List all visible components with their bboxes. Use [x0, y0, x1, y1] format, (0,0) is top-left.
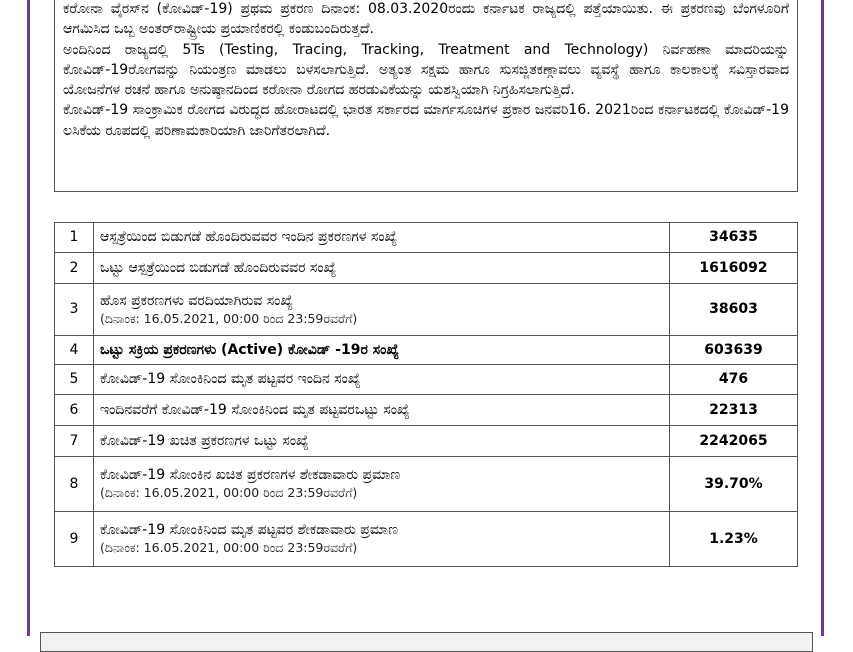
row-index: 1 [55, 223, 94, 253]
row-description-text: ಹೊಸ ಪ್ರಕರಣಗಳು ವರದಿಯಾಗಿರುವ ಸಂಖ್ಯೆ [100, 292, 294, 309]
row-description [94, 253, 670, 284]
row-index: 6 [55, 395, 94, 426]
row-value: 22313 [670, 395, 798, 426]
intro-paragraph: ಅಂದಿನಿಂದ ರಾಜ್ಯದಲ್ಲಿ 5Ts (Testing, Tracing, Tracking, Treatment and Technology) ನಿರ್ವಹಣಾ ಮಾದರಿಯನ್ನು ಕೋವಿಡ್‌-19ರೋಗವನ್ನು ನಿಯಂತ್ರಣ ಮಾಡಲು ಬಳಸಲಾಗುತ್ತಿದೆ. ಅತ್ಯಂತ ಸಕ್ಷಮ ಹಾಗೂ ಸುಸಜ್ಜಿತಕಣ್ಗಾವಲು ವ್ಯವಸ್ಥೆ ಹಾಗೂ ಕಾಲಕಾಲಕ್ಕೆ ಸವಿಸ್ತಾರವಾದ ಯೋಜನೆಗಳ ರಚನೆ ಹಾಗೂ ಅನುಷ್ಠಾನದಿಂದ ಕರೋನಾ ರೋಗದ ಹರಡುವಿಕೆಯನ್ನು ಯಶಸ್ವಿಯಾಗಿ ನಿಗ್ರಹಿಸಲಾಗುತ್ತಿದೆ. [63, 41, 789, 99]
row-description-text: ಒಟ್ಟು ಸಕ್ರಿಯ ಪ್ರಕರಣಗಳು (Active) ಕೋವಿಡ್‌ -19ರ ಸಂಖ್ಯೆ [100, 341, 400, 358]
row-date-range: (ದಿನಾಂಕ: 16.05.2021, 00:00 ರಿಂದ 23:59ರವರೆಗೆ) [100, 485, 358, 500]
table-row [55, 336, 798, 365]
row-index: 2 [55, 253, 94, 284]
intro-text-box [54, 0, 798, 192]
row-description [94, 284, 670, 336]
table-row [55, 457, 798, 512]
table-row [55, 223, 798, 253]
row-description [94, 365, 670, 395]
row-value: 38603 [670, 284, 798, 336]
row-value: 1616092 [670, 253, 798, 284]
row-description [94, 457, 670, 512]
next-table-edge [40, 632, 813, 652]
row-index: 5 [55, 365, 94, 395]
row-value: 2242065 [670, 426, 798, 457]
row-date-range: (ದಿನಾಂಕ: 16.05.2021, 00:00 ರಿಂದ 23:59ರವರೆಗೆ) [100, 310, 358, 326]
table-row [55, 253, 798, 284]
row-value: 34635 [670, 223, 798, 253]
row-description [94, 512, 670, 567]
row-description-text: ಇಂದಿನವರೆಗೆ ಕೋವಿಡ್‌-19 ಸೋಂಕಿನಿಂದ ಮೃತ ಪಟ್ಟವರಒಟ್ಟು ಸಂಖ್ಯೆ [100, 401, 410, 418]
row-description-text: ಆಸ್ಪತ್ರೆಯಿಂದ ಬಿಡುಗಡೆ ಹೊಂದಿರುವವರ ಇಂದಿನ ಪ್ರಕರಣಗಳ ಸಂಖ್ಯೆ [100, 229, 398, 245]
row-index: 3 [55, 284, 94, 336]
row-description-text: ಕೋವಿಡ್‌-19 ಖಚಿತ ಪ್ರಕರಣಗಳ ಒಟ್ಟು ಸಂಖ್ಯೆ [100, 432, 309, 449]
row-description [94, 395, 670, 426]
covid-stats-table [54, 222, 798, 567]
row-date-range: (ದಿನಾಂಕ: 16.05.2021, 00:00 ರಿಂದ 23:59ರವರೆಗೆ) [100, 540, 358, 555]
row-index: 9 [55, 512, 94, 567]
row-description-text: ಒಟ್ಟು ಆಸ್ಪತ್ರೆಯಿಂದ ಬಿಡುಗಡೆ ಹೊಂದಿರುವವರ ಸಂಖ್ಯೆ [100, 259, 337, 276]
row-description [94, 336, 670, 365]
row-value: 603639 [670, 336, 798, 365]
table-row [55, 365, 798, 395]
intro-paragraph: ಕರೋನಾ ವೈರಸ್‌ನ (ಕೋವಿಡ್‌-19) ಪ್ರಥಮ ಪ್ರಕರಣ ದಿನಾಂಕ: 08.03.2020ರಂದು ಕರ್ನಾಟಕ ರಾಜ್ಯದಲ್ಲಿ ಪತ್ತೆಯಾಯಿತು. ಈ ಪ್ರಕರಣವು ಬೆಂಗಳೂರಿಗೆ ಆಗಮಿಸಿದ ಒಬ್ಬ ಅಂತರ್‌ರಾಷ್ಟ್ರೀಯ ಪ್ರಯಾಣಿಕರಲ್ಲಿ ಕಂಡುಬಂದಿರುತ್ತದೆ. [63, 1, 789, 38]
row-index: 7 [55, 426, 94, 457]
row-description-text: ಕೋವಿಡ್‌-19 ಸೋಂಕಿನಿಂದ ಮೃತ ಪಟ್ಟವರ ಶೇಕಡಾವಾರು ಪ್ರಮಾಣ [100, 522, 399, 538]
row-description [94, 223, 670, 253]
table-row [55, 284, 798, 336]
row-value: 1.23% [670, 512, 798, 567]
table-row [55, 512, 798, 567]
row-index: 8 [55, 457, 94, 512]
table-row [55, 395, 798, 426]
table-row [55, 426, 798, 457]
intro-paragraph: ಕೋವಿಡ್‌-19 ಸಾಂಕ್ರಾಮಿಕ ರೋಗದ ವಿರುದ್ಧದ ಹೋರಾಟದಲ್ಲಿ ಭಾರತ ಸರ್ಕಾರದ ಮಾರ್ಗಸೂಚಿಗಳ ಪ್ರಕಾರ ಜನವರಿ16. 2021ರಿಂದ ಕರ್ನಾಟಕದಲ್ಲಿ ಕೋವಿಡ್‌-19 ಲಸಿಕೆಯ ರೂಪದಲ್ಲಿ ಪರಿಣಾಮಕಾರಿಯಾಗಿ ಜಾರಿಗೆತರಲಾಗಿದೆ. [63, 102, 789, 139]
row-index: 4 [55, 336, 94, 365]
row-value: 476 [670, 365, 798, 395]
row-description-text: ಕೋವಿಡ್‌-19 ಸೋಂಕಿನಿಂದ ಮೃತ ಪಟ್ಟವರ ಇಂದಿನ ಸಂಖ್ಯೆ [100, 371, 361, 387]
row-description [94, 426, 670, 457]
row-value: 39.70% [670, 457, 798, 512]
row-description-text: ಕೋವಿಡ್‌-19 ಸೋಂಕಿನ ಖಚಿತ ಪ್ರಕರಣಗಳ ಶೇಕಡಾವಾರು ಪ್ರಮಾಣ [100, 467, 401, 483]
